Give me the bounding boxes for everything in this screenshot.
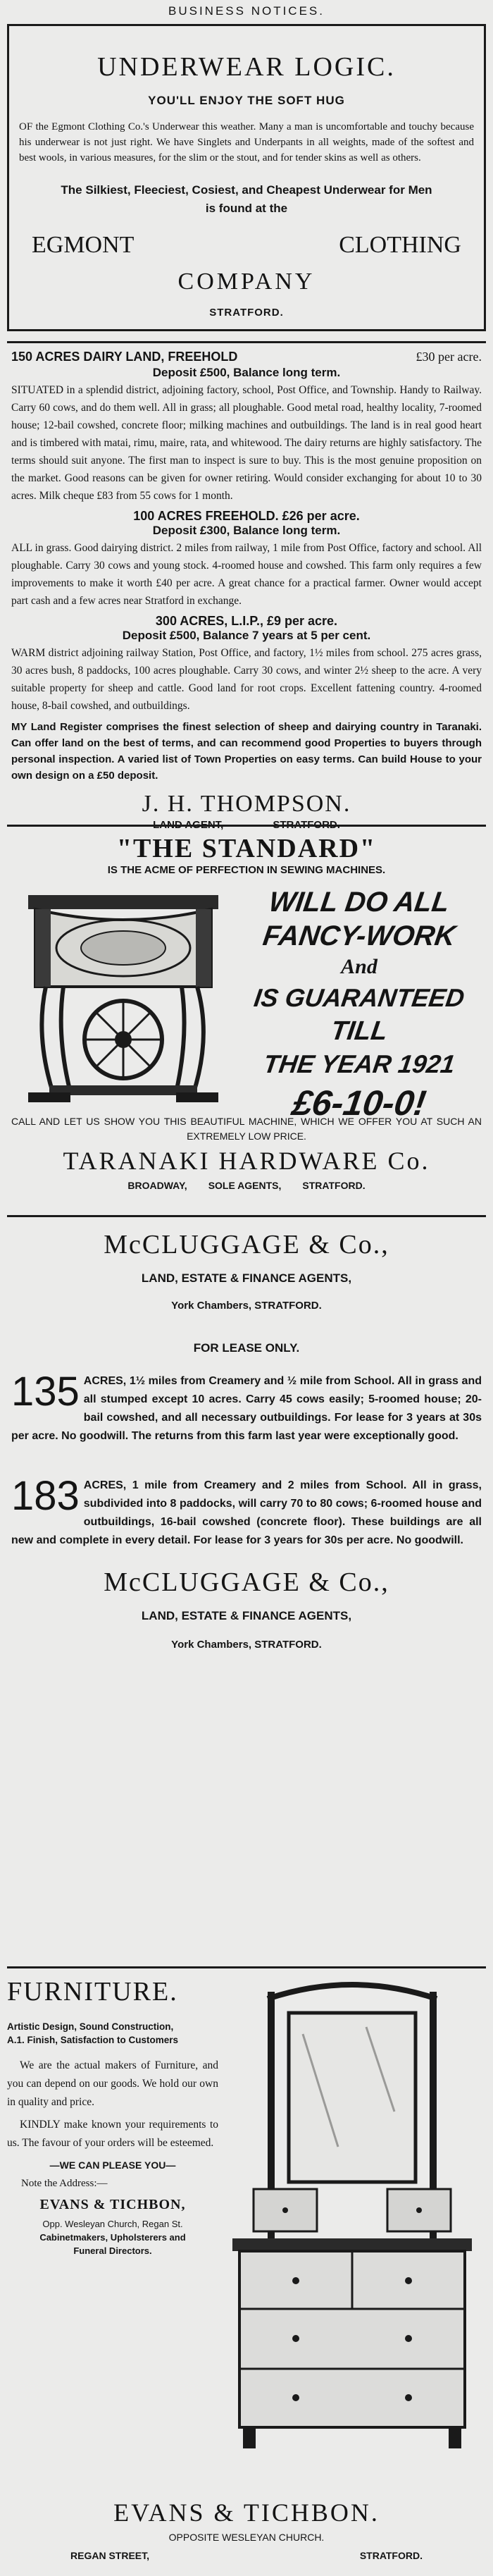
evans-firm-big: EVANS & TICHBON. (113, 2498, 380, 2527)
evans-opposite: OPPOSITE WESLEYAN CHURCH. (168, 2532, 325, 2543)
mccluggage-role: LAND, ESTATE & FINANCE AGENTS, (141, 1271, 352, 1285)
standard-call: CALL AND LET US SHOW YOU THIS BEAUTIFUL MACHINE, WHICH WE OFFER YOU AT SUCH AN EXTREMELY LOW PRICE. (11, 1116, 482, 1142)
evans-street-row (7, 2550, 486, 2561)
standard-promo (232, 885, 486, 1125)
listing-3-body: WARM district adjoining railway Station, Post Office, and factory, 1½ miles from school. 275 acres grass, 30 acres bush, 8 paddocks, 100 acres ploughable. Carry 30 cows, and winter 2½ sheep to the acre. A very suitable property for sheep and cattle. Good land for root crops. Excellent fattening country. 4-roomed house, 8-bail cowshed, and outbuildings. (11, 647, 482, 712)
lease-heading: FOR LEASE ONLY. (193, 1341, 300, 1355)
listing-3-title: 300 ACRES, L.I.P., £9 per acre. (155, 614, 338, 628)
evans-sub-2: A.1. Finish, Satisfaction to Customers (7, 2035, 179, 2045)
promo-line-2: FANCY-WORK (261, 920, 458, 951)
divider (7, 1215, 486, 1217)
promo-line-6: THE YEAR 1921 (261, 1049, 457, 1078)
evans-street: REGAN STREET, (70, 2550, 150, 2561)
property-135-body: ACRES, 1½ miles from Creamery and ½ mile from School. All in grass and all stumped except 10 acres. Carry 45 cows easily; 5-roomed house; 20-bail cowshed, and all necessary outbuildings. For lease for 3 years at 30s per acre. No goodwill. The returns from this farm last year were exceptionally good. (11, 1375, 482, 1442)
listing-2-body: ALL in grass. Good dairying district. 2 miles from railway, 1 mile from Post Office, factory and school. All ploughable. Carry 30 cows and young stock. 4-roomed house and cowshed. This farm only requires a few improvements to make it worth £40 per acre. A great chance for a practical farmer. Owner would accept part cash and a few acres near Stratford in exchange. (11, 542, 482, 607)
promo-line-5: TILL (328, 1016, 390, 1046)
evans-addr-small: Opp. Wesleyan Church, Regan St. (42, 2219, 183, 2229)
evans-note: Note the Address:— (21, 2178, 108, 2189)
standard-subtitle: IS THE ACME OF PERFECTION IN SEWING MACHINES. (107, 864, 386, 876)
egmont-tagline: The Silkiest, Fleeciest, Cosiest, and Cheapest Underwear for Men is found at the (61, 183, 432, 215)
evans-body: We are the actual makers of Furniture, and you can depend on our goods. We hold our own in quality and price. (7, 2059, 218, 2108)
standard-address-row (7, 1180, 486, 1191)
mccluggage-address-2: York Chambers, STRATFORD. (171, 1639, 322, 1651)
property-135 (11, 1369, 482, 1446)
mccluggage-ad (7, 1221, 486, 1961)
dressing-table-illustration (225, 1971, 479, 2457)
mccluggage-name: McCLUGGAGE & Co., (104, 1230, 389, 1259)
standard-ad (7, 829, 486, 1212)
evans-trade-2: Funeral Directors. (73, 2245, 152, 2256)
evans-kindly: KINDLY make known your requirements to us. The favour of your orders will be esteemed. (7, 2119, 218, 2149)
thompson-role: LAND AGENT, (153, 819, 224, 831)
thompson-town: STRATFORD. (273, 819, 340, 831)
divider (7, 341, 486, 343)
standard-company: TARANAKI HARDWARE Co. (63, 1147, 430, 1175)
thompson-name: J. H. THOMPSON. (142, 791, 351, 817)
thompson-ad (7, 347, 486, 831)
page-header: BUSINESS NOTICES. (168, 4, 325, 18)
divider (7, 825, 486, 827)
property-183-body: ACRES, 1 mile from Creamery and 2 miles from School. All in grass, subdivided into 8 paddocks, will carry 70 to 80 cows; 6-roomed house and outbuildings, 16-bail cowshed (concrete floor). These buildings are all new and complete in every detail. For lease for 3 years for 30s per acre. No goodwill. (11, 1479, 482, 1546)
evans-title: FURNITURE. (7, 1977, 178, 2007)
promo-line-3: And (341, 955, 377, 978)
listing-1-price: £30 per acre. (416, 350, 482, 364)
listing-3-deposit: Deposit £500, Balance 7 years at 5 per cent. (122, 629, 371, 642)
standard-title: "THE STANDARD" (116, 834, 377, 863)
egmont-town: STRATFORD. (209, 307, 284, 319)
evans-sub-1: Artistic Design, Sound Construction, (7, 2021, 174, 2032)
evans-firm-small: EVANS & TICHBON, (39, 2197, 186, 2212)
evans-left-column (7, 1971, 218, 2256)
egmont-ad (7, 24, 486, 331)
property-183 (11, 1473, 482, 1550)
evans-please: —WE CAN PLEASE YOU— (49, 2159, 176, 2171)
egmont-name-line2: COMPANY (177, 269, 316, 295)
land-register-text: MY Land Register comprises the finest selection of sheep and dairying country in Taranaki. Can offer land on the best of terms, and can recommend good Properties to buyers through personal inspection. A varied list of Town Properties on easy terms. Can build House to your own design on a £50 deposit. (11, 721, 482, 782)
listing-2-deposit: Deposit £300, Balance long term. (152, 524, 341, 537)
evans-ad (7, 1971, 486, 2573)
standard-price: £6-10-0! (289, 1083, 429, 1123)
egmont-body: OF the Egmont Clothing Co.'s Underwear this weather. Many a man is uncomfortable and touchy because his underwear is not just right. We have Singlets and Underpants in all weights, made of the softest and best wools, in various measures, for the slim or the stout, and for tender skins as well as others. (19, 121, 474, 164)
promo-line-4: IS GUARANTEED (252, 983, 466, 1012)
mccluggage-address: York Chambers, STRATFORD. (171, 1300, 322, 1312)
egmont-name-line1: EGMONT CLOTHING (32, 232, 461, 258)
listing-1-head (11, 350, 482, 364)
sewing-machine-illustration (21, 881, 232, 1107)
standard-addr-2: SOLE AGENTS, (208, 1180, 282, 1191)
standard-addr-3: STRATFORD. (302, 1180, 366, 1191)
egmont-subtitle: YOU'LL ENJOY THE SOFT HUG (148, 94, 345, 107)
listing-1-deposit: Deposit £500, Balance long term. (152, 366, 341, 379)
property-135-number: 135 (11, 1369, 80, 1415)
listing-1-title: 150 ACRES DAIRY LAND, FREEHOLD (11, 350, 238, 364)
divider (7, 1966, 486, 1968)
listing-1-body: SITUATED in a splendid district, adjoining factory, school, Post Office, and Township. Handy to Railway. Carry 60 cows, and do them well. All in grass; all ploughable. Good metal road, healthy locality, 7-roomed house; 12-bail cowshed, concrete floor; milking machines and outbuildings. The land is in real good heart and is timbered with matai, rimu, maire, rata, and whitewood. The dairy returns are highly satisfactory. The terms should suit anyone. The first man to inspect is sure to buy. This is the most genuine proposition on the market. Good reasons can be given for owner retiring. Would consider exchanging for about 10 to 30 acres. Milk cheque £83 from 55 cows for 1 month. (11, 384, 482, 502)
mccluggage-role-2: LAND, ESTATE & FINANCE AGENTS, (141, 1609, 352, 1622)
listing-2-title: 100 ACRES FREEHOLD. £26 per acre. (133, 509, 360, 523)
property-183-number: 183 (11, 1473, 80, 1519)
promo-line-1: WILL DO ALL (267, 887, 451, 918)
standard-addr-1: BROADWAY, (127, 1180, 187, 1191)
mccluggage-name-2: McCLUGGAGE & Co., (104, 1567, 389, 1597)
evans-town: STRATFORD. (359, 2550, 423, 2561)
egmont-title: UNDERWEAR LOGIC. (97, 52, 396, 82)
evans-trade-1: Cabinetmakers, Upholsterers and (39, 2232, 186, 2243)
